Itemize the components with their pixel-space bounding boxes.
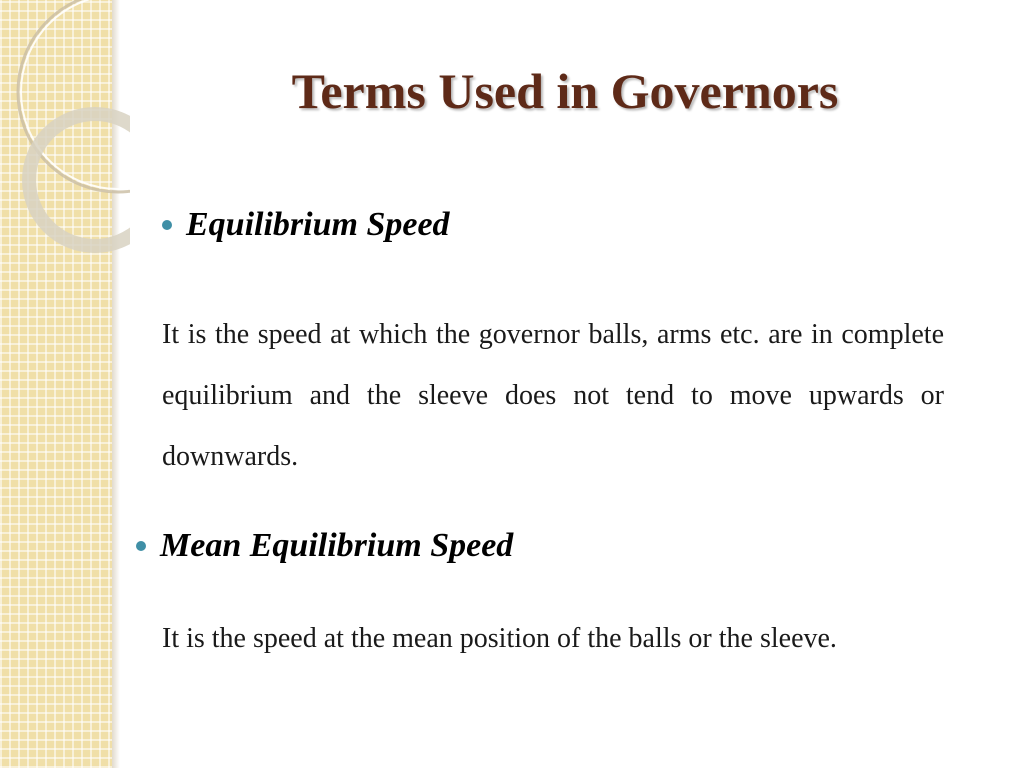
bullet-item-equilibrium-speed bbox=[162, 206, 450, 244]
bullet-dot-icon bbox=[136, 541, 146, 551]
bullet-body-text: It is the speed at the mean position of the balls or the sleeve. bbox=[162, 623, 837, 654]
bullet-heading: Mean Equilibrium Speed bbox=[160, 527, 514, 564]
bullet-heading: Equilibrium Speed bbox=[186, 206, 450, 243]
bullet-item-mean-equilibrium-speed bbox=[136, 527, 513, 565]
page-title: Terms Used in Governors bbox=[291, 63, 839, 119]
decorative-rings bbox=[0, 0, 130, 260]
bullet-dot-icon bbox=[162, 220, 172, 230]
bullet-body-text: It is the speed at which the governor balls, arms etc. are in complete equilibrium and the sleeve does not tend to move upwards or downwards. bbox=[162, 319, 944, 472]
